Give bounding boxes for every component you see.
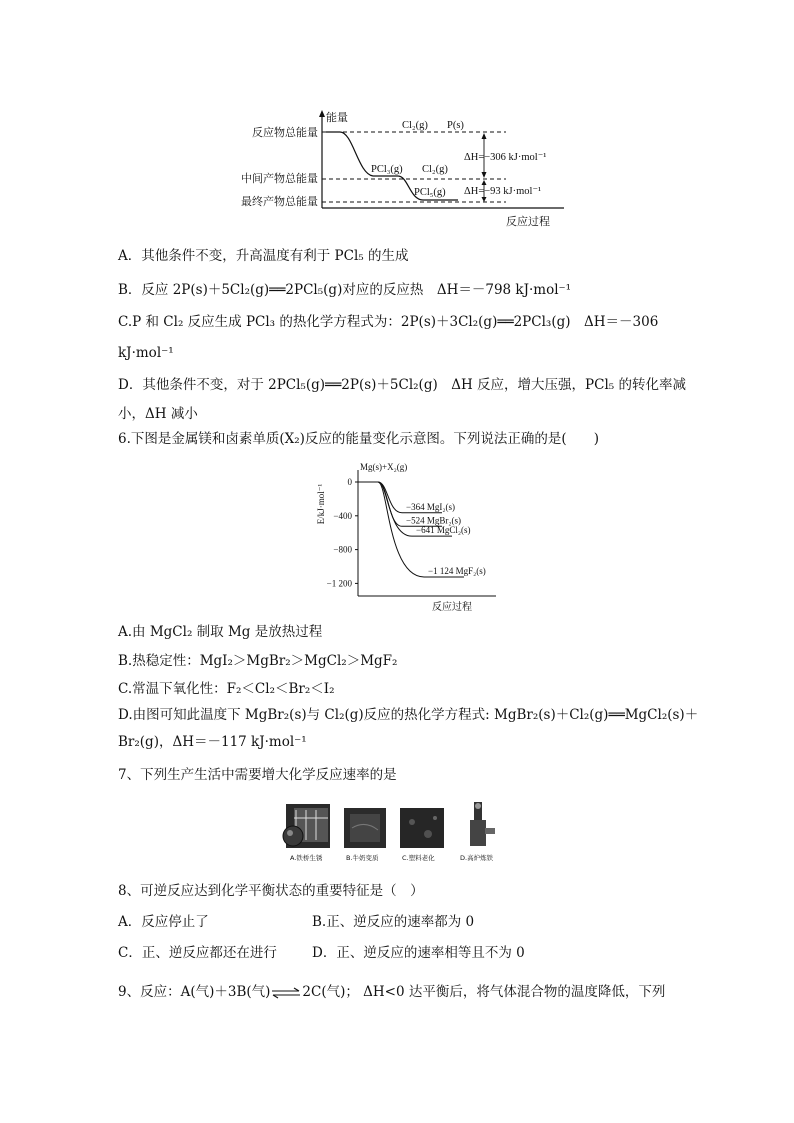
q8-option-a: A．反应停止了 bbox=[118, 914, 209, 930]
photo-milk bbox=[344, 808, 386, 848]
q5-option-a: A．其他条件不变，升高温度有利于 PCl₅ 的生成 bbox=[118, 248, 409, 264]
species-pcl3: PCl₃(g) bbox=[371, 164, 403, 175]
photo-caption-a: A.铁桥生锈 bbox=[290, 854, 323, 862]
q9-stem-pre: 9、反应：A(气)＋3B(气) bbox=[118, 984, 271, 1000]
chart-x-label: 反应过程 bbox=[432, 602, 472, 613]
y-axis-arrow bbox=[319, 110, 325, 117]
species-pcl5: PCl₅(g) bbox=[414, 187, 446, 198]
delta-h-306: ΔH=−306 kJ·mol⁻¹ bbox=[464, 152, 547, 163]
q7-stem: 7、下列生产生活中需要增大化学反应速率的是 bbox=[118, 767, 397, 783]
photo-iron-bridge bbox=[283, 804, 330, 848]
y-axis-label: 能量 bbox=[326, 112, 348, 124]
q9-stem-post: 2C(气)； ΔH<0 达平衡后，将气体混合物的温度降低，下列 bbox=[302, 984, 666, 1000]
level-label-reactant: 反应物总能量 bbox=[252, 127, 318, 139]
equilibrium-arrow-icon bbox=[271, 987, 301, 999]
q6-option-d-line2: Br₂(g)，ΔH＝－117 kJ·mol⁻¹ bbox=[118, 734, 307, 750]
species-cl2-top: Cl₂(g) bbox=[402, 120, 428, 131]
series-label-4: −1 124 MgF₂(s) bbox=[428, 565, 486, 576]
q6-stem: 6.下图是金属镁和卤素单质(X₂)反应的能量变化示意图。下列说法正确的是( ) bbox=[118, 431, 599, 447]
q6-option-d-line1: D.由图可知此温度下 MgBr₂(s)与 Cl₂(g)反应的热化学方程式: MgBr₂(s)＋Cl₂(g)══MgCl₂(s)＋ bbox=[118, 707, 699, 723]
q6-option-b: B.热稳定性：MgI₂＞MgBr₂＞MgCl₂＞MgF₂ bbox=[118, 653, 398, 669]
photo-plastic bbox=[400, 808, 444, 848]
level-label-intermediate: 中间产物总能量 bbox=[241, 173, 318, 185]
q5-option-c-line2: kJ·mol⁻¹ bbox=[118, 345, 174, 361]
photo-caption-c: C.塑料老化 bbox=[402, 854, 435, 862]
chart-y-label: E/kJ·mol⁻¹ bbox=[316, 483, 326, 525]
x-axis-label: 反应过程 bbox=[506, 216, 550, 228]
chart-start-label: Mg(s)+X₂(g) bbox=[360, 462, 408, 472]
q5-option-d-line2: 小，ΔH 减小 bbox=[118, 406, 198, 422]
mg-halogen-energy-chart bbox=[312, 458, 502, 616]
level-label-final: 最终产物总能量 bbox=[241, 196, 318, 208]
q8-option-c: C．正、逆反应都还在进行 bbox=[118, 945, 277, 961]
series-label-2: −524 MgBr₂(s) bbox=[406, 515, 461, 526]
q6-option-a: A.由 MgCl₂ 制取 Mg 是放热过程 bbox=[118, 624, 323, 640]
photo-caption-d: D.高炉炼铁 bbox=[460, 854, 494, 862]
q5-option-c-line1: C.P 和 Cl₂ 反应生成 PCl₃ 的热化学方程式为：2P(s)＋3Cl₂(g)══2PCl₃(g) ΔH＝－306 bbox=[118, 314, 659, 330]
q5-option-b: B．反应 2P(s)＋5Cl₂(g)══2PCl₅(g)对应的反应热 ΔH＝－798 kJ·mol⁻¹ bbox=[118, 282, 572, 298]
q9-stem bbox=[118, 983, 665, 1001]
y-tick-label: −1 200 bbox=[326, 578, 352, 589]
energy-level-diagram bbox=[228, 108, 568, 230]
series-label-1: −364 MgI₂(s) bbox=[406, 501, 455, 512]
y-tick-label: 0 bbox=[347, 477, 352, 487]
q7-photo-strip bbox=[280, 798, 512, 868]
photo-blast-furnace bbox=[458, 802, 504, 850]
q5-option-d-line1: D．其他条件不变，对于 2PCl₅(g)══2P(s)＋5Cl₂(g) ΔH 反应，增大压强，PCl₅ 的转化率减 bbox=[118, 377, 686, 393]
photo-caption-b: B.牛奶变质 bbox=[346, 854, 379, 862]
y-tick-label: −800 bbox=[333, 544, 352, 555]
q8-option-d: D．正、逆反应的速率相等且不为 0 bbox=[312, 945, 525, 961]
series-label-3: −641 MgCl₂(s) bbox=[416, 525, 471, 536]
y-tick-label: −400 bbox=[333, 510, 352, 521]
q8-option-b: B.正、逆反应的速率都为 0 bbox=[312, 914, 475, 930]
species-cl2-mid: Cl₂(g) bbox=[422, 164, 448, 175]
species-p: P(s) bbox=[447, 120, 464, 131]
q8-stem: 8、可逆反应达到化学平衡状态的重要特征是（ ） bbox=[118, 883, 424, 899]
q6-option-c: C.常温下氧化性：F₂＜Cl₂＜Br₂＜I₂ bbox=[118, 681, 335, 697]
delta-h-93: ΔH=−93 kJ·mol⁻¹ bbox=[464, 186, 542, 197]
